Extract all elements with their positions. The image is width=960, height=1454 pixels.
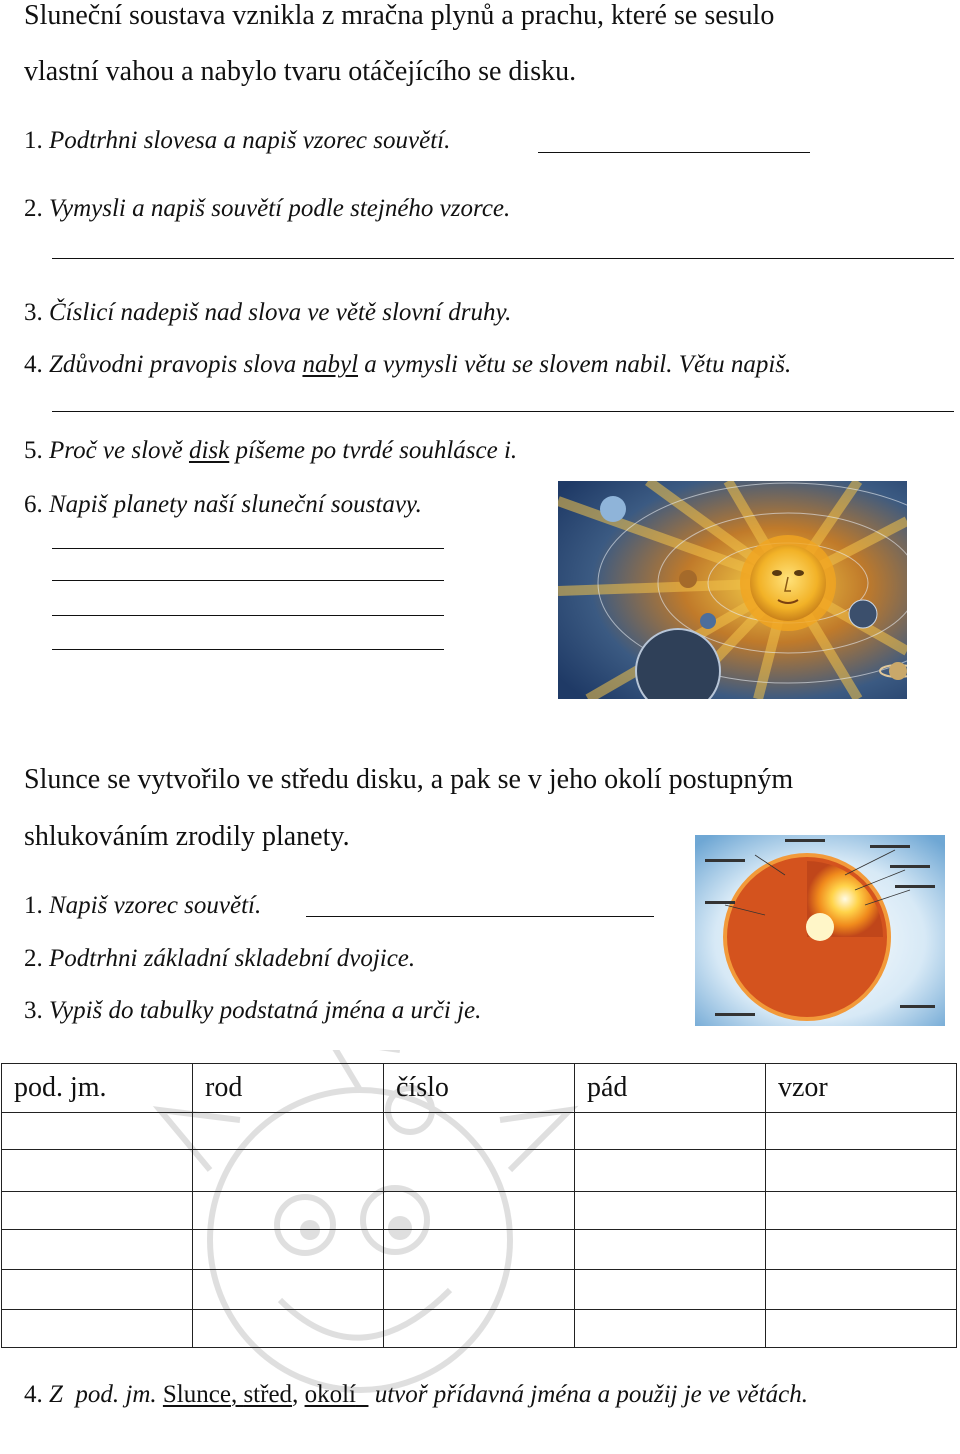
- planet-line-2[interactable]: [52, 580, 444, 581]
- planet-line-3[interactable]: [52, 615, 444, 616]
- task2-3: 3. Vypiš do tabulky podstatná jména a urči je.: [24, 997, 482, 1024]
- task1-6: 6. Napiš planety naší sluneční soustavy.: [24, 491, 422, 518]
- word-slunce: Slunce: [162, 1381, 231, 1408]
- intro2-line1: Slunce se vytvořilo ve středu disku, a pak se v jeho okolí postupným: [24, 764, 794, 795]
- intro2-line2: shlukováním zrodily planety.: [24, 821, 350, 852]
- table-header-row: [2, 1064, 957, 1113]
- sun-icon: [740, 535, 836, 631]
- word-stred: střed: [243, 1381, 293, 1408]
- table-cell[interactable]: [766, 1230, 957, 1270]
- table-row: [2, 1192, 957, 1230]
- table-cell[interactable]: [384, 1113, 575, 1150]
- task2-1: 1. Napiš vzorec souvětí.: [24, 892, 262, 919]
- task2-2: 2. Podtrhni základní skladební dvojice.: [24, 945, 416, 972]
- header-cell-number: číslo: [384, 1064, 575, 1113]
- planet-line-4[interactable]: [52, 649, 444, 650]
- table-cell[interactable]: [766, 1150, 957, 1192]
- table-cell[interactable]: [766, 1270, 957, 1310]
- table-cell[interactable]: [193, 1192, 384, 1230]
- noun-analysis-table: [1, 1063, 957, 1348]
- intro1-line1: Sluneční soustava vznikla z mračna plynů a prachu, které se sesulo: [24, 0, 775, 31]
- table-row: [2, 1270, 957, 1310]
- table-cell[interactable]: [2, 1150, 193, 1192]
- table-cell[interactable]: [575, 1113, 766, 1150]
- table-cell[interactable]: [2, 1230, 193, 1270]
- table-cell[interactable]: [384, 1230, 575, 1270]
- task-4: 4. Z pod. jm. Slunce, střed, okolí utvoř přídavná jména a použij je ve větách.: [24, 1381, 808, 1408]
- task1-1: 1. Podtrhni slovesa a napiš vzorec souvětí.: [24, 127, 451, 154]
- table-row: [2, 1310, 957, 1348]
- planet-line-1[interactable]: [52, 548, 444, 549]
- answer-line-1-1[interactable]: [538, 152, 810, 153]
- table-cell[interactable]: [2, 1192, 193, 1230]
- table-cell[interactable]: [384, 1310, 575, 1348]
- word-okoli: okolí: [304, 1381, 356, 1408]
- table-cell[interactable]: [2, 1113, 193, 1150]
- header-cell-noun: pod. jm.: [2, 1064, 193, 1113]
- sun-cross-section-illustration: [695, 835, 945, 1026]
- answer-line-1-2[interactable]: [52, 258, 954, 259]
- table-cell[interactable]: [575, 1230, 766, 1270]
- table-cell[interactable]: [384, 1270, 575, 1310]
- task1-3: 3. Číslicí nadepiš nad slova ve větě slovní druhy.: [24, 299, 512, 326]
- word-disk: disk: [188, 437, 230, 464]
- table-cell[interactable]: [766, 1113, 957, 1150]
- task1-2: 2. Vymysli a napiš souvětí podle stejného vzorce.: [24, 195, 511, 222]
- table-cell[interactable]: [2, 1310, 193, 1348]
- table-row: [2, 1113, 957, 1150]
- table-cell[interactable]: [193, 1270, 384, 1310]
- table-cell[interactable]: [766, 1192, 957, 1230]
- header-cell-gender: rod: [193, 1064, 384, 1113]
- table-cell[interactable]: [575, 1310, 766, 1348]
- task1-5: 5. Proč ve slově disk píšeme po tvrdé souhlásce i.: [24, 437, 518, 464]
- header-cell-case: pád: [575, 1064, 766, 1113]
- table-cell[interactable]: [2, 1270, 193, 1310]
- table-cell[interactable]: [193, 1310, 384, 1348]
- table-cell[interactable]: [766, 1310, 957, 1348]
- word-nabyl: nabyl: [302, 351, 359, 378]
- table-cell[interactable]: [193, 1150, 384, 1192]
- table-cell[interactable]: [575, 1150, 766, 1192]
- table-row: [2, 1150, 957, 1192]
- table-cell[interactable]: [575, 1192, 766, 1230]
- intro1-line2: vlastní vahou a nabylo tvaru otáčejícího se disku.: [24, 56, 577, 87]
- answer-line-1-4[interactable]: [52, 411, 954, 412]
- table-row: [2, 1230, 957, 1270]
- table-cell[interactable]: [193, 1113, 384, 1150]
- solar-system-illustration: [558, 481, 907, 699]
- table-cell[interactable]: [384, 1150, 575, 1192]
- header-cell-pattern: vzor: [766, 1064, 957, 1113]
- table-cell[interactable]: [575, 1270, 766, 1310]
- table-cell[interactable]: [193, 1230, 384, 1270]
- table-cell[interactable]: [384, 1192, 575, 1230]
- answer-line-2-1[interactable]: [306, 916, 654, 917]
- task1-4: 4. Zdůvodni pravopis slova nabyl a vymysli větu se slovem nabil. Větu napiš.: [24, 351, 792, 378]
